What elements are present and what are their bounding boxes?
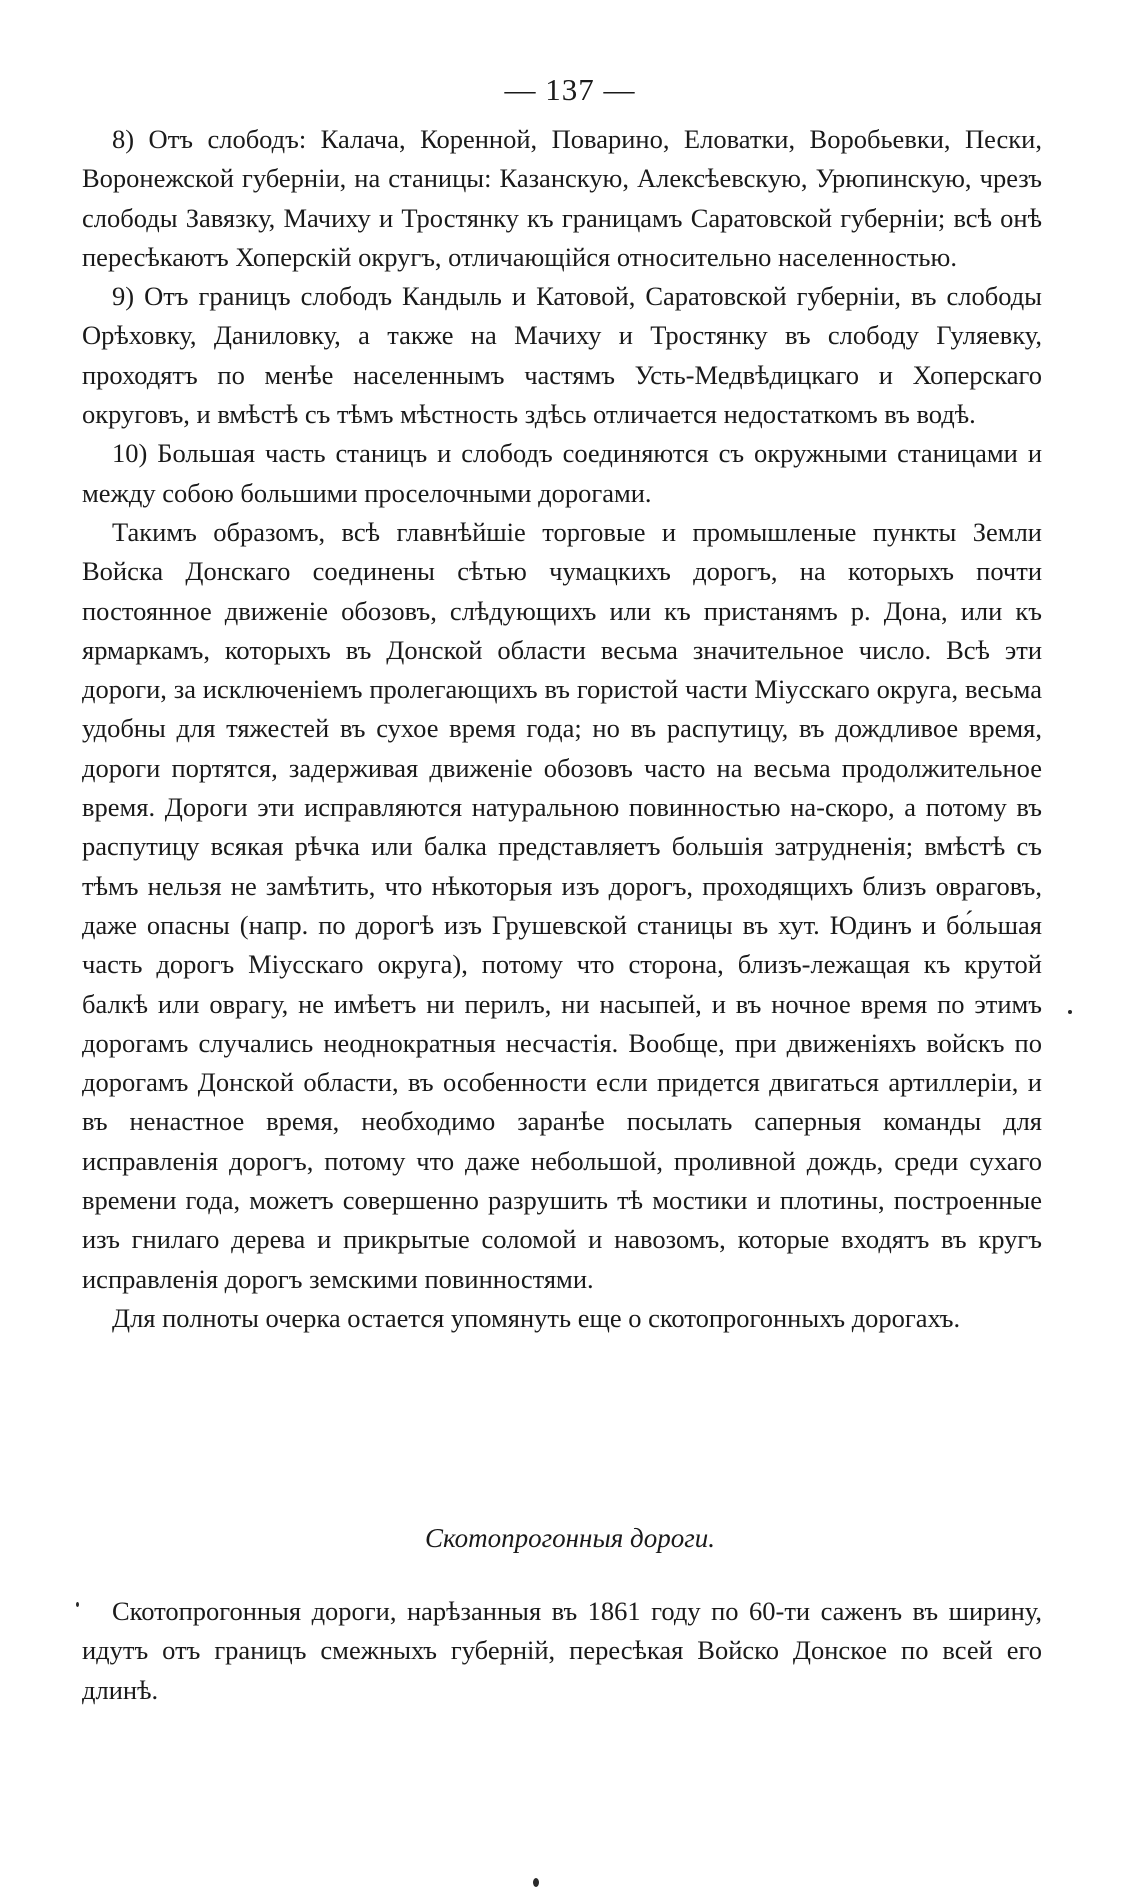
paragraph-item-8: 8) Отъ слободъ: Калача, Коренной, Поварино, Еловатки, Воробьевки, Пески, Воронежской губерніи, на станицы: Казанскую, Алексѣевскую, Урюпинскую, чрезъ слободы Завязку, Мачиху и Тростянку къ границамъ Саратовской губерніи; всѣ онѣ пересѣкаютъ Хоперскій округъ, отличающійся относительно населенностью. — [82, 124, 1042, 272]
print-speck — [76, 1602, 79, 1607]
paragraph-transition: Для полноты очерка остается упомянуть еще о скотопрогонныхъ дорогахъ. — [112, 1302, 961, 1333]
paragraph-summary: Такимъ образомъ, всѣ главнѣйшіе торговые и промышленые пункты Земли Войска Донскаго соединены сѣтью чумацкихъ дорогъ, на которыхъ почти постоянное движеніе обозовъ, слѣдующихъ или къ пристанямъ р. Дона, или къ ярмаркамъ, которыхъ въ Донской области весьма значительное число. Всѣ эти дороги, за исключеніемъ пролегающихъ въ гористой части Міусскаго округа, весьма удобны для тяжестей въ сухое время года; но въ распутицу, въ дождливое время, дороги портятся, задерживая движеніе обозовъ часто на весьма продолжительное время. Дороги эти исправляются натуральною повинностью на-скоро, а потому въ распутицу всякая рѣчка или балка представляетъ большія затрудненія; вмѣстѣ съ тѣмъ нельзя не замѣтить, что нѣкоторыя изъ дорогъ, проходящихъ близъ овраговъ, даже опасны (напр. по дорогѣ изъ Грушевской станицы въ хут. Юдинъ и бо́льшая часть дорогъ Міусскаго округа), потому что сторона, близъ-лежащая къ крутой балкѣ или оврагу, не имѣетъ ни перилъ, ни насыпей, и въ ночное время по этимъ дорогамъ случались неоднократныя несчастія. Вообще, при движеніяхъ войскъ по дорогамъ Донской области, въ особенности если придется двигаться артиллеріи, и въ ненастное время, необходимо заранѣе посылать саперныя команды для исправленія дорогъ, потому что даже небольшой, проливной дождь, среди сухаго времени года, можетъ совершенно разрушить тѣ мостики и плотины, построенные изъ гнилаго дерева и прикрытые соломой и навозомъ, которые входятъ въ кругъ исправленія дорогъ земскими повинностями. — [82, 516, 1042, 1294]
print-speck — [533, 1878, 539, 1887]
section-heading: Скотопрогонныя дороги. — [425, 1523, 715, 1553]
section-text — [82, 1592, 1042, 1710]
print-speck — [1068, 1010, 1072, 1014]
section-paragraph: Скотопрогонныя дороги, нарѣзанныя въ 1861 году по 60-ти саженъ въ ширину, идутъ отъ границъ смежныхъ губерній, пересѣкая Войско Донское по всей его длинѣ. — [82, 1596, 1042, 1705]
page-number: — 137 — — [504, 72, 636, 107]
paragraph-item-10: 10) Большая часть станицъ и слободъ соединяются съ окружными станицами и между собою большими проселочными дорогами. — [82, 438, 1042, 508]
body-text — [82, 120, 1042, 1338]
paragraph-item-9: 9) Отъ границъ слободъ Кандыль и Катовой, Саратовской губерніи, въ слободы Орѣховку, Даниловку, а также на Мачиху и Тростянку въ слободу Гуляевку, проходятъ по менѣе населеннымъ частямъ Усть-Медвѣдицкаго и Хоперскаго округовъ, и вмѣстѣ съ тѣмъ мѣстность здѣсь отличается недостаткомъ въ водѣ. — [82, 281, 1042, 430]
